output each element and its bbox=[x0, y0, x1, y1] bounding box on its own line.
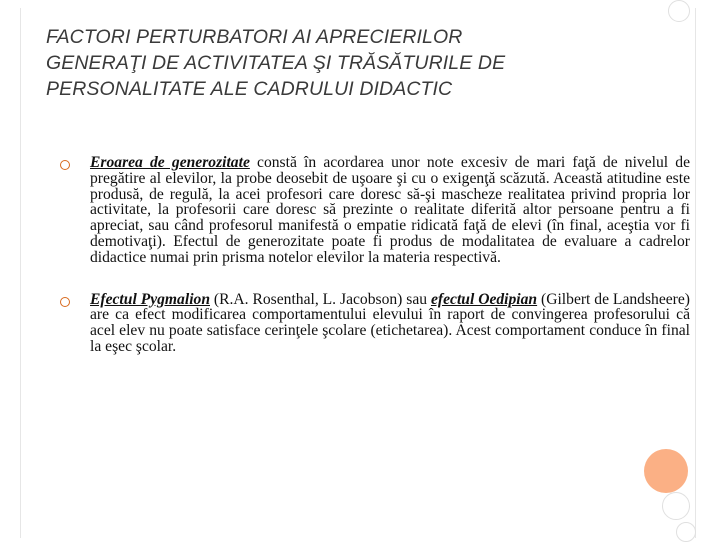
decorative-ring bbox=[676, 522, 696, 542]
title-line-3: PERSONALITATE ALE CADRULUI DIDACTIC bbox=[46, 78, 453, 100]
bullet-term-secondary: efectul Oedipian bbox=[430, 290, 538, 308]
bullet-circle-icon bbox=[60, 160, 70, 170]
bullet-text bbox=[90, 155, 690, 266]
decorative-ring bbox=[668, 0, 690, 22]
decorative-circle bbox=[644, 449, 688, 493]
title-line-2: GENERAŢI DE ACTIVITATEA ŞI TRĂSĂTURILE DE bbox=[46, 52, 506, 74]
bullet-item-pygmalion bbox=[60, 292, 690, 355]
bullet-term: Eroarea de generozitate bbox=[90, 154, 250, 171]
bullet-circle-icon bbox=[60, 297, 70, 307]
bullet-term: Efectul Pygmalion bbox=[90, 290, 210, 308]
slide-title bbox=[46, 24, 646, 102]
decorative-ring bbox=[662, 492, 690, 520]
bullet-text bbox=[90, 292, 690, 355]
bullet-body: (R.A. Rosenthal, L. Jacobson) sau bbox=[210, 290, 431, 308]
bullet-body-continued: (Gilbert de Landsheere) are ca efect modificarea comportamentului elevului în raport de convingerea profesorului că acel elev nu poate satisface cerinţele şcolare (etichetarea). Acest comportament conduce în final la eşec şcolar. bbox=[90, 290, 690, 355]
bullet-body: constă în acordarea unor note excesiv de mari faţă de nivelul de pregătire al elevilor, la probe deosebit de uşoare şi cu o exigenţă scăzută. Această atitudine este produsă, de regulă, la acei profesori care doresc să-şi mascheze realitatea privind propria lor activitate, la profesorii care doresc să prezinte o realitate diferită altor persoane pentru a fi apreciat, sau când profesorul manifestă o empatie ridicată faţă de elevi (în final, aceştia vor fi demotivaţi). Efectul de generozitate poate fi produs de modalitatea de evaluare a cadrelor didactice numai prin prisma notelor elevilor la materia respectivă. bbox=[90, 154, 690, 266]
bullet-item-generosity bbox=[60, 155, 690, 266]
title-line-1: FACTORI PERTURBATORI AI APRECIERILOR bbox=[46, 26, 463, 48]
bullet-list bbox=[60, 155, 690, 381]
